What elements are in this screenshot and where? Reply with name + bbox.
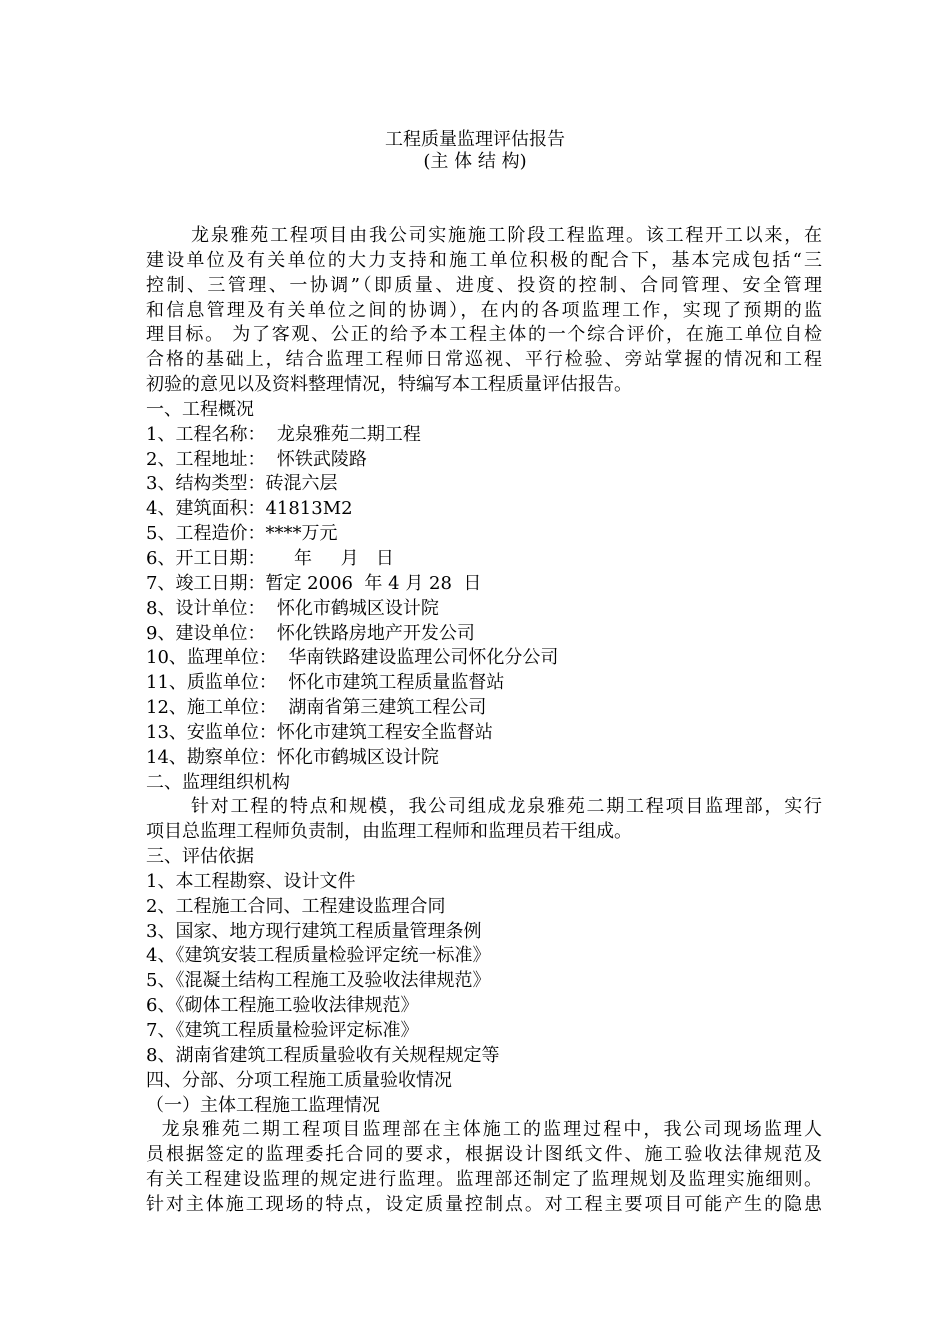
list-item: 8、设计单位： 怀化市鹤城区设计院: [146, 597, 439, 619]
list-item: 9、建设单位： 怀化铁路房地产开发公司: [146, 622, 475, 644]
overview-list: [146, 423, 822, 771]
list-item: 8、湖南省建筑工程质量验收有关规程规定等: [146, 1044, 500, 1066]
paragraph-line: 控制、三管理、一协调”（即质量、进度、投资的控制、合同管理、安全管理: [146, 274, 822, 296]
paragraph-line: 项目总监理工程师负责制，由监理工程师和监理员若干组成。: [146, 821, 632, 843]
list-item: 5、《混凝土结构工程施工及验收法律规范》: [146, 970, 491, 992]
list-item: 3、国家、地方现行建筑工程质量管理条例: [146, 920, 482, 942]
list-item: 10、监理单位： 华南铁路建设监理公司怀化分公司: [146, 647, 559, 669]
list-item: 4、建筑面积：41813M2: [146, 498, 353, 520]
section-heading: 一、工程概况: [146, 398, 254, 420]
section-heading: 三、评估依据: [146, 846, 254, 868]
basis-list: [146, 870, 822, 1069]
list-item: 2、工程施工合同、工程建设监理合同: [146, 895, 446, 917]
paragraph-line: 员根据签定的监理委托合同的要求，根据设计图纸文件、施工验收法律规范及: [146, 1144, 822, 1166]
list-item: 14、勘察单位：怀化市鹤城区设计院: [146, 746, 439, 768]
section-heading: 四、分部、分项工程施工质量验收情况: [146, 1069, 452, 1091]
document-subtitle: (主 体 结 构): [423, 151, 527, 172]
list-item: 7、竣工日期：暂定 2006 年 4 月 28 日: [146, 572, 482, 594]
list-item: 6、《砌体工程施工验收法律规范》: [146, 995, 419, 1017]
section-heading: 二、监理组织机构: [146, 771, 290, 793]
paragraph-line: 龙泉雅苑二期工程项目监理部在主体施工的监理过程中，我公司现场监理人: [146, 1119, 822, 1141]
paragraph-line: 针对工程的特点和规模，我公司组成龙泉雅苑二期工程项目监理部，实行: [146, 796, 822, 818]
list-item: 12、施工单位： 湖南省第三建筑工程公司: [146, 697, 487, 719]
paragraph-line: 初验的意见以及资料整理情况，特编写本工程质量评估报告。: [146, 374, 632, 396]
subsection-heading: （一）主体工程施工监理情况: [146, 1094, 380, 1116]
paragraph-line: 建设单位及有关单位的大力支持和施工单位积极的配合下，基本完成包括“三: [146, 249, 822, 271]
intro-paragraph: [146, 224, 822, 398]
paragraph-line: 有关工程建设监理的规定进行监理。监理部还制定了监理规划及监理实施细则。: [146, 1169, 822, 1191]
list-item: 3、结构类型：砖混六层: [146, 473, 338, 495]
paragraph-line: 和信息管理及有关单位之间的协调），在内的各项监理工作，实现了预期的监: [146, 299, 822, 321]
list-item: 7、《建筑工程质量检验评定标准》: [146, 1020, 419, 1041]
list-item: 2、工程地址： 怀铁武陵路: [146, 448, 367, 470]
list-item: 1、工程名称： 龙泉雅苑二期工程: [146, 423, 421, 445]
list-item: 1、本工程勘察、设计文件: [146, 870, 356, 892]
list-item: 13、安监单位：怀化市建筑工程安全监督站: [146, 721, 493, 743]
list-item: 4、《建筑安装工程质量检验评定统一标准》: [146, 945, 491, 967]
organization-paragraph: [146, 795, 822, 845]
paragraph-line: 针对主体施工现场的特点，设定质量控制点。对工程主要项目可能产生的隐患: [146, 1193, 822, 1215]
document-body: [146, 224, 822, 1218]
list-item: 11、质监单位： 怀化市建筑工程质量监督站: [146, 672, 505, 694]
paragraph-line: 龙泉雅苑工程项目由我公司实施施工阶段工程监理。该工程开工以来，在: [146, 225, 822, 246]
supervision-paragraph: [146, 1118, 822, 1217]
paragraph-line: 理目标。 为了客观、公正的给予本工程主体的一个综合评价，在施工单位自检: [146, 324, 822, 346]
list-item: 5、工程造价：****万元: [146, 523, 338, 545]
list-item: 6、开工日期： 年 月 日: [146, 547, 394, 569]
paragraph-line: 合格的基础上，结合监理工程师日常巡视、平行检验、旁站掌握的情况和工程: [146, 349, 822, 371]
document-title: 工程质量监理评估报告: [385, 129, 565, 150]
